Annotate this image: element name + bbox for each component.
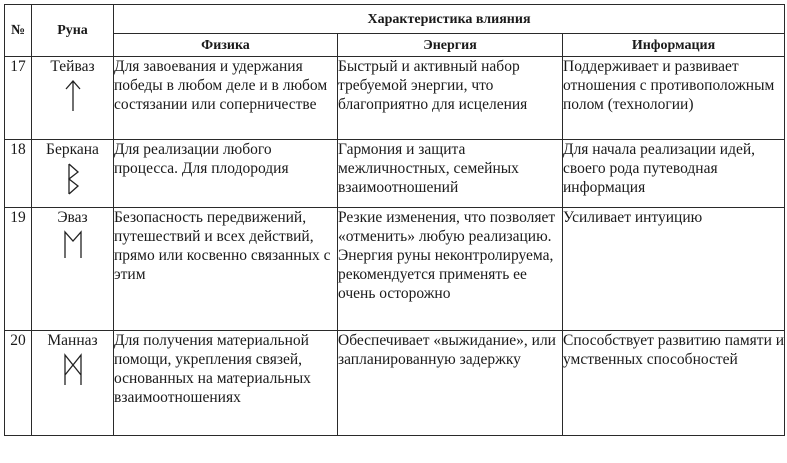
- energy-cell: Резкие изменения, что позволяет «отменить» любую реализацию. Энергия руны неконтролируема, рекомендуется применять ее очень осторожно: [338, 208, 563, 331]
- header-row-top: [5, 5, 785, 34]
- physics-cell: Для реализации любого процесса. Для плодородия: [114, 140, 338, 208]
- header-information: Информация: [563, 34, 785, 57]
- header-physics: Физика: [114, 34, 338, 57]
- teiwaz-rune-icon: [63, 79, 83, 113]
- rune-cell: [32, 331, 114, 436]
- rune-cell: [32, 57, 114, 140]
- header-num: №: [5, 5, 32, 57]
- rune-name: Эваз: [57, 209, 88, 226]
- header-rune: Руна: [32, 5, 114, 57]
- energy-cell: Обеспечивает «выжидание», или запланированную задержку: [338, 331, 563, 436]
- rune-name: Манназ: [47, 332, 98, 349]
- physics-cell: Для завоевания и удержания победы в любом деле и в любом состязании или соперничестве: [114, 57, 338, 140]
- table-row: [5, 57, 785, 140]
- row-num: 19: [5, 208, 32, 331]
- header-energy: Энергия: [338, 34, 563, 57]
- mannaz-rune-icon: [62, 353, 84, 387]
- rune-influence-table: [4, 4, 785, 436]
- rune-name: Беркана: [46, 141, 99, 158]
- information-cell: Усиливает интуицию: [563, 208, 785, 331]
- energy-cell: Гармония и защита межличностных, семейных взаимоотношений: [338, 140, 563, 208]
- energy-cell: Быстрый и активный набор требуемой энергии, что благоприятно для исцеления: [338, 57, 563, 140]
- rune-cell: [32, 140, 114, 208]
- information-cell: Для начала реализации идей, своего рода путеводная информация: [563, 140, 785, 208]
- physics-cell: Безопасность передвижений, путешествий и всех действий, прямо или косвенно связанных с этим: [114, 208, 338, 331]
- information-cell: Способствует развитию памяти и умственных способностей: [563, 331, 785, 436]
- header-row-sub: [5, 34, 785, 57]
- information-cell: Поддерживает и развивает отношения с противоположным полом (технологии): [563, 57, 785, 140]
- ehwaz-rune-icon: [62, 230, 84, 260]
- table-row: [5, 140, 785, 208]
- berkana-rune-icon: [63, 162, 83, 196]
- physics-cell: Для получения материальной помощи, укрепления связей, основанных на материальных взаимоотношениях: [114, 331, 338, 436]
- row-num: 20: [5, 331, 32, 436]
- rune-cell: [32, 208, 114, 331]
- table-row: [5, 208, 785, 331]
- rune-name: Тейваз: [50, 58, 95, 75]
- table-row: [5, 331, 785, 436]
- row-num: 17: [5, 57, 32, 140]
- header-influence: Характеристика влияния: [114, 5, 785, 34]
- row-num: 18: [5, 140, 32, 208]
